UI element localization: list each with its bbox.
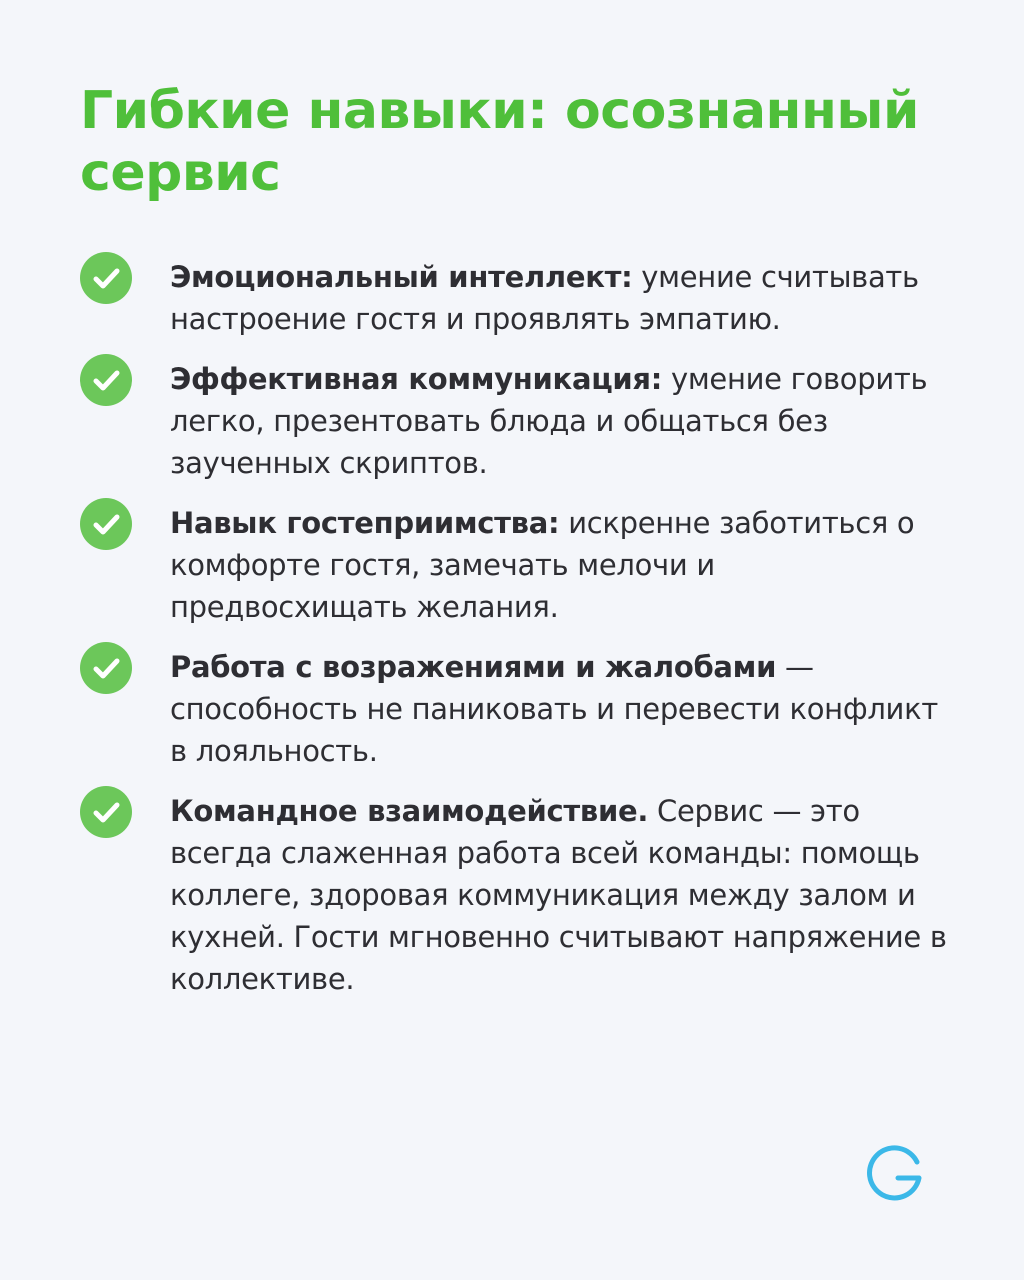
item-lead: Навык гостеприимства: bbox=[170, 506, 560, 540]
item-lead: Командное взаимодействие. bbox=[170, 794, 649, 828]
page-title: Гибкие навыки: осознанный сервис bbox=[80, 81, 919, 203]
check-circle-icon bbox=[80, 786, 132, 838]
list-item bbox=[80, 502, 960, 628]
item-lead: Работа с возражениями и жалобами bbox=[170, 650, 777, 684]
item-lead: Эмоциональный интеллект: bbox=[170, 260, 633, 294]
item-text: умение считывать настроение гостя и проявлять эмпатию. bbox=[170, 260, 919, 336]
check-circle-icon bbox=[80, 642, 132, 694]
item-text: Сервис — это всегда слаженная работа всей команды: помощь коллеге, здоровая коммуникация между залом и кухней. Гости мгновенно считывают напряжение в коллективе. bbox=[170, 794, 947, 996]
check-circle-icon bbox=[80, 498, 132, 550]
check-circle-icon bbox=[80, 252, 132, 304]
check-circle-icon bbox=[80, 354, 132, 406]
item-lead: Эффективная коммуникация: bbox=[170, 362, 663, 396]
g-logo-icon bbox=[862, 1142, 926, 1206]
list-item bbox=[80, 790, 960, 1000]
list-item bbox=[80, 256, 960, 340]
skills-list bbox=[80, 256, 960, 1018]
item-text: искренне заботиться о комфорте гостя, замечать мелочи и предвосхищать желания. bbox=[170, 506, 915, 624]
list-item bbox=[80, 646, 960, 772]
list-item bbox=[80, 358, 960, 484]
item-text: умение говорить легко, презентовать блюда и общаться без заученных скриптов. bbox=[170, 362, 928, 480]
item-text: — способность не паниковать и перевести конфликт в лояльность. bbox=[170, 650, 938, 768]
